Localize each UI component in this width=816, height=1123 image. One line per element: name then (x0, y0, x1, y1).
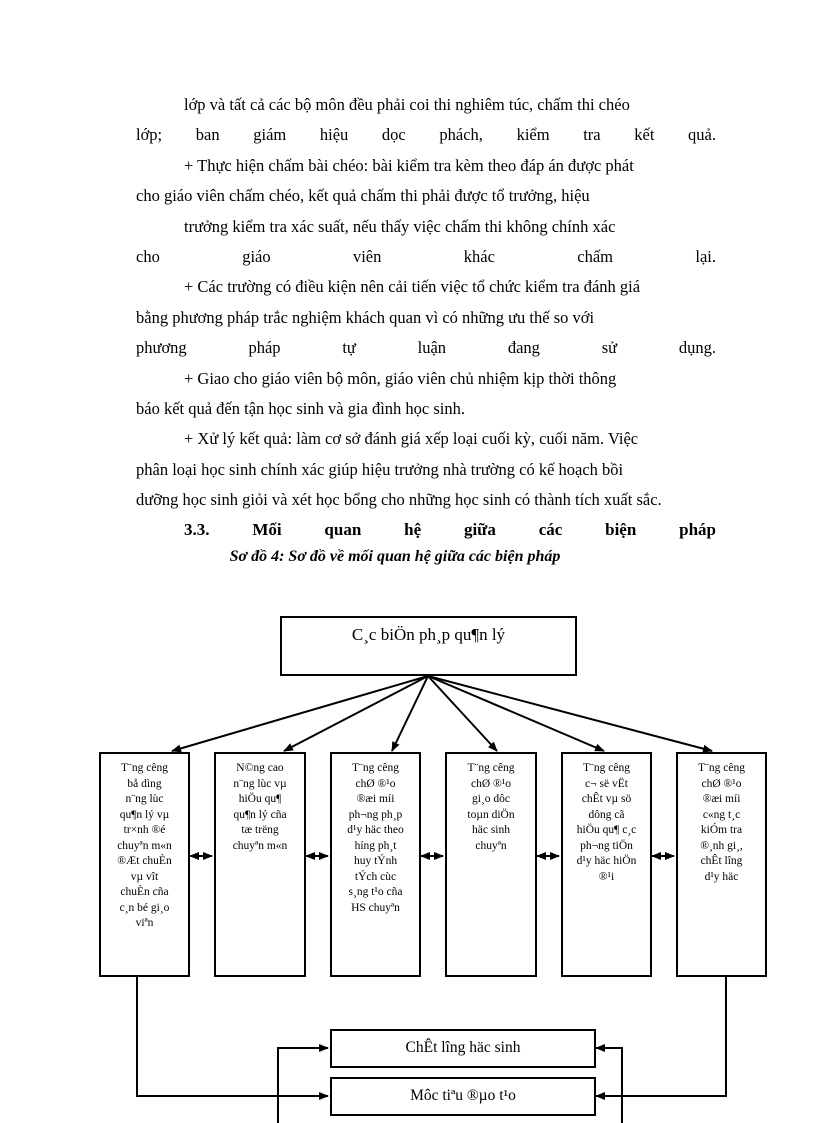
box-student-quality: ChÊt lîng häc sinh (330, 1029, 596, 1068)
measure-box-3: T¨ng cêng chØ ®¹o ®æi míi ph¬ng ph¸p d¹y häc theo híng ph¸t huy tÝnh tÝch cùc s¸ng t¹o cña HS chuyªn (330, 752, 421, 977)
text-line: phân loại học sinh chính xác giúp hiệu trưởng nhà trường có kế hoạch bồi (136, 459, 624, 479)
text-line: phương pháp tự luận đang sử dụng. (136, 338, 716, 358)
text-line: trưởng kiểm tra xác suất, nếu thấy việc chấm thi không chính xác (184, 216, 616, 236)
section-heading: 3.3. Mối quan hệ giữa các biện pháp (184, 520, 716, 540)
measure-box-4: T¨ng cêng chØ ®¹o gi¸o dôc toµn diÖn häc sinh chuyªn (445, 752, 537, 977)
text-line: báo kết quả đến tận học sinh và gia đình học sinh. (136, 398, 466, 418)
top-box-management-measures: C¸c biÖn ph¸p qu¶n lý (280, 616, 577, 676)
measure-box-5: T¨ng cêng c¬ së vËt chÊt vµ sö dông cã hiÖu qu¶ c¸c ph¬ng tiÖn d¹y häc hiÖn ®¹i (561, 752, 652, 977)
text-line: + Các trường có điều kiện nên cải tiến việc tổ chức kiểm tra đánh giá (184, 277, 641, 297)
diagram-caption: Sơ đồ 4: Sơ đồ về mối quan hệ giữa các biện pháp (229, 548, 561, 565)
measure-box-6: T¨ng cêng chØ ®¹o ®æi míi c«ng t¸c kiÓm tra ®¸nh gi¸, chÊt lîng d¹y häc (676, 752, 767, 977)
text-line: bằng phương pháp trắc nghiệm khách quan vì có những ưu thế so với (136, 307, 595, 327)
text-line: dưỡng học sinh giỏi và xét học bổng cho những học sinh có thành tích xuất sắc. (136, 490, 662, 510)
measure-box-2: N©ng cao n¨ng lùc vµ hiÖu qu¶ qu¶n lý cña tæ trëng chuyªn m«n (214, 752, 306, 977)
box-training-goal: Môc tiªu ®µo t¹o (330, 1077, 596, 1116)
measure-box-1: T¨ng cêng bå dìng n¨ng lùc qu¶n lý vµ tr×nh ®é chuyªn m«n ®Æt chuÈn vµ vît chuÈn cña c¸n bé gi¸o viªn (99, 752, 190, 977)
text-line: lớp và tất cả các bộ môn đều phải coi thi nghiêm túc, chấm thi chéo (184, 95, 630, 114)
text-line: + Giao cho giáo viên bộ môn, giáo viên chủ nhiệm kịp thời thông (184, 368, 617, 388)
text-line: + Xử lý kết quả: làm cơ sở đánh giá xếp loại cuối kỳ, cuối năm. Việc (184, 429, 639, 449)
text-line: cho giáo viên chấm chéo, kết quả chấm thi phải được tổ trưởng, hiệu (136, 186, 590, 206)
text-line: + Thực hiện chấm bài chéo: bài kiểm tra kèm theo đáp án được phát (184, 155, 634, 175)
text-line: cho giáo viên khác chấm lại. (136, 246, 716, 266)
text-line: lớp; ban giám hiệu dọc phách, kiểm tra kết quả. (136, 125, 716, 145)
